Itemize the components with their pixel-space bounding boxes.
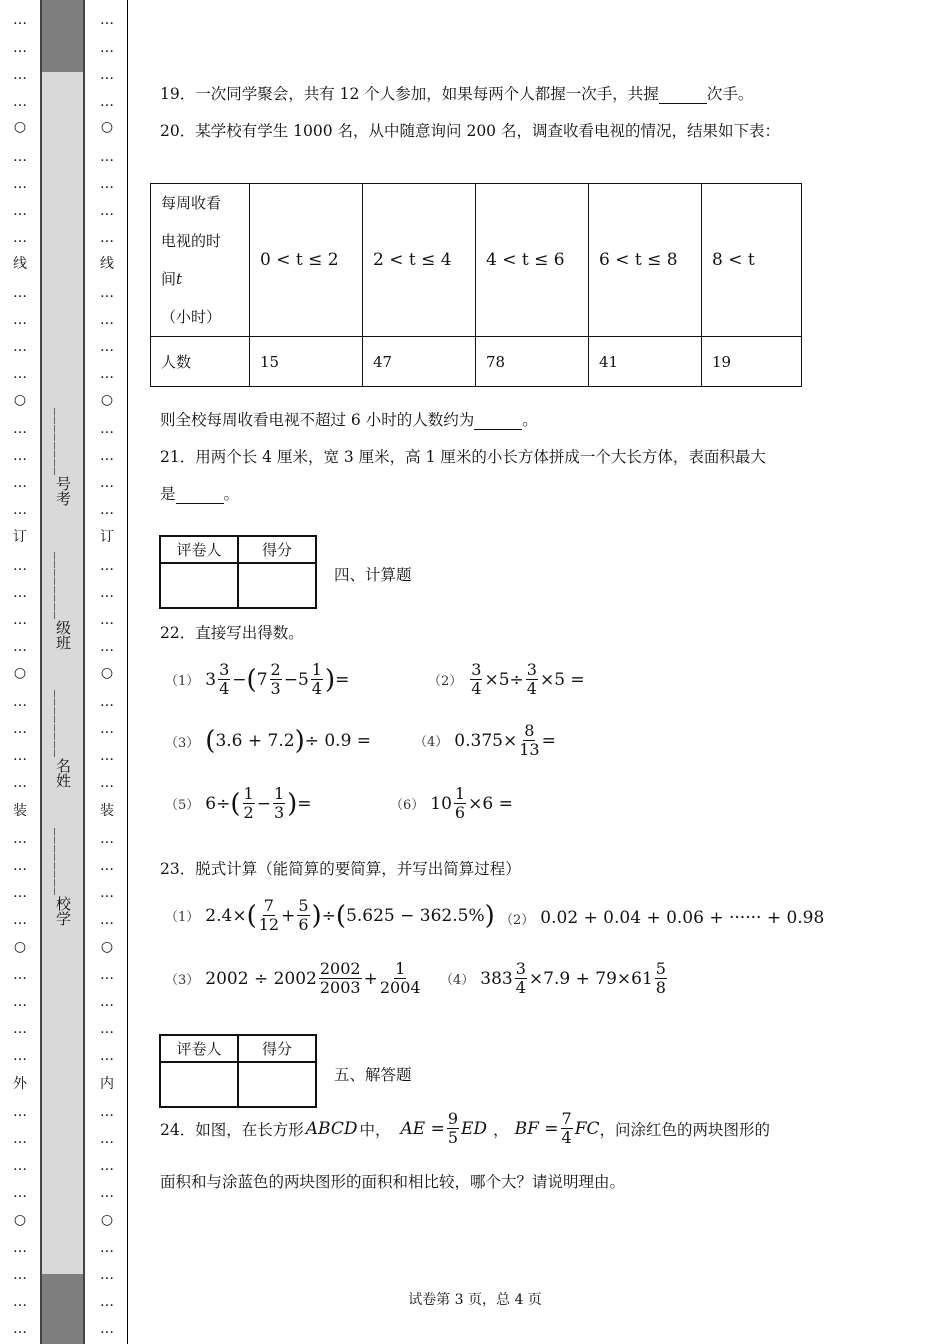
score-label: 得分 — [238, 536, 316, 563]
answer-blank — [659, 89, 707, 104]
bar-dark-bottom — [42, 1274, 83, 1344]
dots: … — [13, 1294, 27, 1310]
dots: … — [100, 912, 114, 928]
dots: … — [100, 230, 114, 246]
dots: … — [100, 94, 114, 110]
tv-watching-table — [150, 183, 802, 387]
dots: … — [100, 1158, 114, 1174]
grade-box — [159, 535, 317, 609]
section-title: 四、计算题 — [334, 566, 412, 584]
circle-mark: ○ — [13, 665, 27, 681]
question-22: 22．直接写出得数。 — [160, 624, 304, 642]
table-header-label: 每周收看 电视的时 间t（小时） — [151, 184, 250, 337]
dots: … — [13, 858, 27, 874]
dots: … — [100, 858, 114, 874]
dots: … — [100, 1021, 114, 1037]
inner-binding-margin — [87, 0, 127, 1344]
school-field: ________ 校学 — [54, 828, 72, 926]
expr-22-2: （2） $\frac{3}{4}$ ×5÷ $\frac{3}{4}$ ×5 = — [428, 660, 585, 698]
dots: … — [13, 448, 27, 464]
dots: … — [100, 502, 114, 518]
dots: … — [13, 40, 27, 56]
circle-mark: ○ — [13, 939, 27, 955]
grader-label: 评卷人 — [160, 536, 238, 563]
dots: … — [13, 1321, 27, 1337]
question-21: 21．用两个长 4 厘米，宽 3 厘米，高 1 厘米的小长方体拼成一个大长方体，表面积最大 — [160, 448, 766, 466]
dots: … — [13, 203, 27, 219]
dots: … — [100, 558, 114, 574]
dots: … — [13, 775, 27, 791]
expr-22-1: （1） 3 $\frac{3}{4}$ − ( 7 $\frac{2}{3}$ −5 $\frac{1}{4}$ ) = — [165, 660, 350, 698]
question-24: 24．如图，在长方形 ABCD 中， AE = $\frac{9}{5}$ ED ， BF = $\frac{7}{4}$ FC ，问涂红色的两块图形的 — [160, 1109, 771, 1147]
dots: … — [100, 448, 114, 464]
dots: … — [13, 748, 27, 764]
question-20: 20．某学校有学生 1000 名，从中随意询问 200 名，调查收看电视的情况，结果如下表： — [160, 122, 780, 140]
question-19: 19．一次同学聚会，共有 12 个人参加，如果每两个人都握一次手，共握 次手。 — [160, 85, 754, 103]
count-cell: 41 — [589, 337, 702, 387]
dots: … — [13, 1158, 27, 1174]
dots: … — [100, 1240, 114, 1256]
circle-mark: ○ — [100, 119, 114, 135]
dots: … — [100, 421, 114, 437]
dots: … — [100, 1131, 114, 1147]
dots: … — [100, 40, 114, 56]
dots: … — [13, 421, 27, 437]
dots: … — [13, 1048, 27, 1064]
dots: … — [100, 285, 114, 301]
cut-char: 订 — [13, 529, 27, 545]
dots: … — [13, 1021, 27, 1037]
expr-22-6: （6） 10 $\frac{1}{6}$ ×6 = — [390, 784, 513, 822]
interval-cell: 2 < t ≤ 4 — [363, 184, 476, 337]
circle-mark: ○ — [13, 1212, 27, 1228]
dots: … — [100, 721, 114, 737]
dots: … — [13, 285, 27, 301]
binding-border-line — [127, 0, 128, 1344]
interval-cell: 8 < t — [702, 184, 802, 337]
dots: … — [100, 885, 114, 901]
cut-char: 线 — [100, 256, 114, 272]
cut-char: 装 — [100, 803, 114, 819]
dots: … — [100, 694, 114, 710]
answer-blank — [176, 489, 224, 504]
dots: … — [13, 912, 27, 928]
cut-char: 线 — [13, 256, 27, 272]
dots: … — [13, 1131, 27, 1147]
dots: … — [100, 748, 114, 764]
dots: … — [13, 339, 27, 355]
grader-label: 评卷人 — [160, 1035, 238, 1062]
interval-cell: 4 < t ≤ 6 — [476, 184, 589, 337]
dots: … — [13, 1185, 27, 1201]
expr-22-4: （4） 0.375× $\frac{8}{13}$ = — [414, 721, 556, 759]
dots: … — [13, 1104, 27, 1120]
question-23: 23．脱式计算（能简算的要简算，并写出简算过程） — [160, 860, 521, 878]
count-cell: 78 — [476, 337, 589, 387]
dots: … — [100, 475, 114, 491]
dots: … — [100, 12, 114, 28]
dots: … — [13, 721, 27, 737]
expr-23-4: （4） 383 $\frac{3}{4}$ ×7.9 + 79×61 $\frac{5}{8}$ — [440, 959, 666, 997]
circle-mark: ○ — [100, 665, 114, 681]
name-field: ________ 名姓 — [54, 690, 72, 788]
dots: … — [100, 1185, 114, 1201]
dots: … — [100, 585, 114, 601]
dots: … — [100, 967, 114, 983]
dots: … — [13, 1240, 27, 1256]
dots: … — [13, 694, 27, 710]
score-field[interactable] — [238, 1062, 316, 1107]
dots: … — [100, 1321, 114, 1337]
dots: … — [13, 612, 27, 628]
circle-mark: ○ — [100, 392, 114, 408]
dots: … — [13, 230, 27, 246]
score-label: 得分 — [238, 1035, 316, 1062]
dots: … — [13, 967, 27, 983]
bar-dark-top — [42, 0, 83, 72]
dots: … — [100, 994, 114, 1010]
grader-field[interactable] — [160, 1062, 238, 1107]
cut-char: 内 — [100, 1076, 114, 1092]
dots: … — [100, 67, 114, 83]
dots: … — [100, 339, 114, 355]
dots: … — [100, 1294, 114, 1310]
dots: … — [100, 176, 114, 192]
circle-mark: ○ — [13, 392, 27, 408]
dots: … — [13, 176, 27, 192]
expr-22-5: （5） 6÷ ( $\frac{1}{2}$ − $\frac{1}{3}$ ) = — [165, 784, 312, 822]
dots: … — [13, 12, 27, 28]
dots: … — [13, 585, 27, 601]
interval-cell: 0 < t ≤ 2 — [250, 184, 363, 337]
expr-23-2: （2） 0.02 + 0.04 + 0.06 + ······ + 0.98 — [500, 908, 825, 928]
dots: … — [13, 558, 27, 574]
cut-char: 订 — [100, 529, 114, 545]
dots: … — [100, 775, 114, 791]
cut-char: 装 — [13, 803, 27, 819]
dots: … — [100, 149, 114, 165]
class-field: ________ 级班 — [54, 552, 72, 650]
dots: … — [13, 475, 27, 491]
dots: … — [13, 885, 27, 901]
count-cell: 15 — [250, 337, 363, 387]
dots: … — [13, 67, 27, 83]
question-24-line2: 面积和与涂蓝色的两块图形的面积和相比较，哪个大？请说明理由。 — [160, 1173, 626, 1191]
count-cell: 19 — [702, 337, 802, 387]
dots: … — [13, 639, 27, 655]
dots: … — [100, 1267, 114, 1283]
circle-mark: ○ — [13, 119, 27, 135]
expr-23-1: （1） 2.4× ( $\frac{7}{12}$ + $\frac{5}{6}$ ) ÷ ( 5.625 − 362.5% ) — [165, 896, 495, 934]
dots: … — [100, 639, 114, 655]
section-title: 五、解答题 — [334, 1066, 412, 1084]
dots: … — [13, 1267, 27, 1283]
grade-box — [159, 1034, 317, 1108]
score-field[interactable] — [238, 563, 316, 608]
answer-blank — [474, 415, 522, 430]
circle-mark: ○ — [100, 939, 114, 955]
interval-cell: 6 < t ≤ 8 — [589, 184, 702, 337]
dots: … — [13, 502, 27, 518]
outer-binding-margin — [0, 0, 40, 1344]
dots: … — [13, 994, 27, 1010]
cut-char: 外 — [13, 1076, 27, 1092]
dots: … — [100, 1048, 114, 1064]
dots: … — [100, 312, 114, 328]
dots: … — [100, 366, 114, 382]
page-footer: 试卷第 3 页，总 4 页 — [408, 1292, 542, 1308]
dots: … — [100, 612, 114, 628]
count-cell: 47 — [363, 337, 476, 387]
expr-22-3: （3） ( 3.6 + 7.2 ) ÷ 0.9 = — [165, 726, 372, 756]
dots: … — [13, 312, 27, 328]
dots: … — [13, 94, 27, 110]
dots: … — [100, 1104, 114, 1120]
question-21-line2: 是 。 — [160, 485, 240, 503]
circle-mark: ○ — [100, 1212, 114, 1228]
student-info-bar — [40, 0, 85, 1344]
dots: … — [100, 831, 114, 847]
exam-number-field: ________ 号考 — [54, 408, 72, 506]
expr-23-3: （3） 2002 ÷ 2002 $\frac{2002}{2003}$ + $\frac{1}{2004}$ — [165, 959, 421, 997]
dots: … — [13, 831, 27, 847]
dots: … — [100, 203, 114, 219]
dots: … — [13, 366, 27, 382]
row-label: 人数 — [151, 337, 250, 387]
question-20-follow: 则全校每周收看电视不超过 6 小时的人数约为 。 — [160, 411, 538, 429]
dots: … — [13, 149, 27, 165]
grader-field[interactable] — [160, 563, 238, 608]
